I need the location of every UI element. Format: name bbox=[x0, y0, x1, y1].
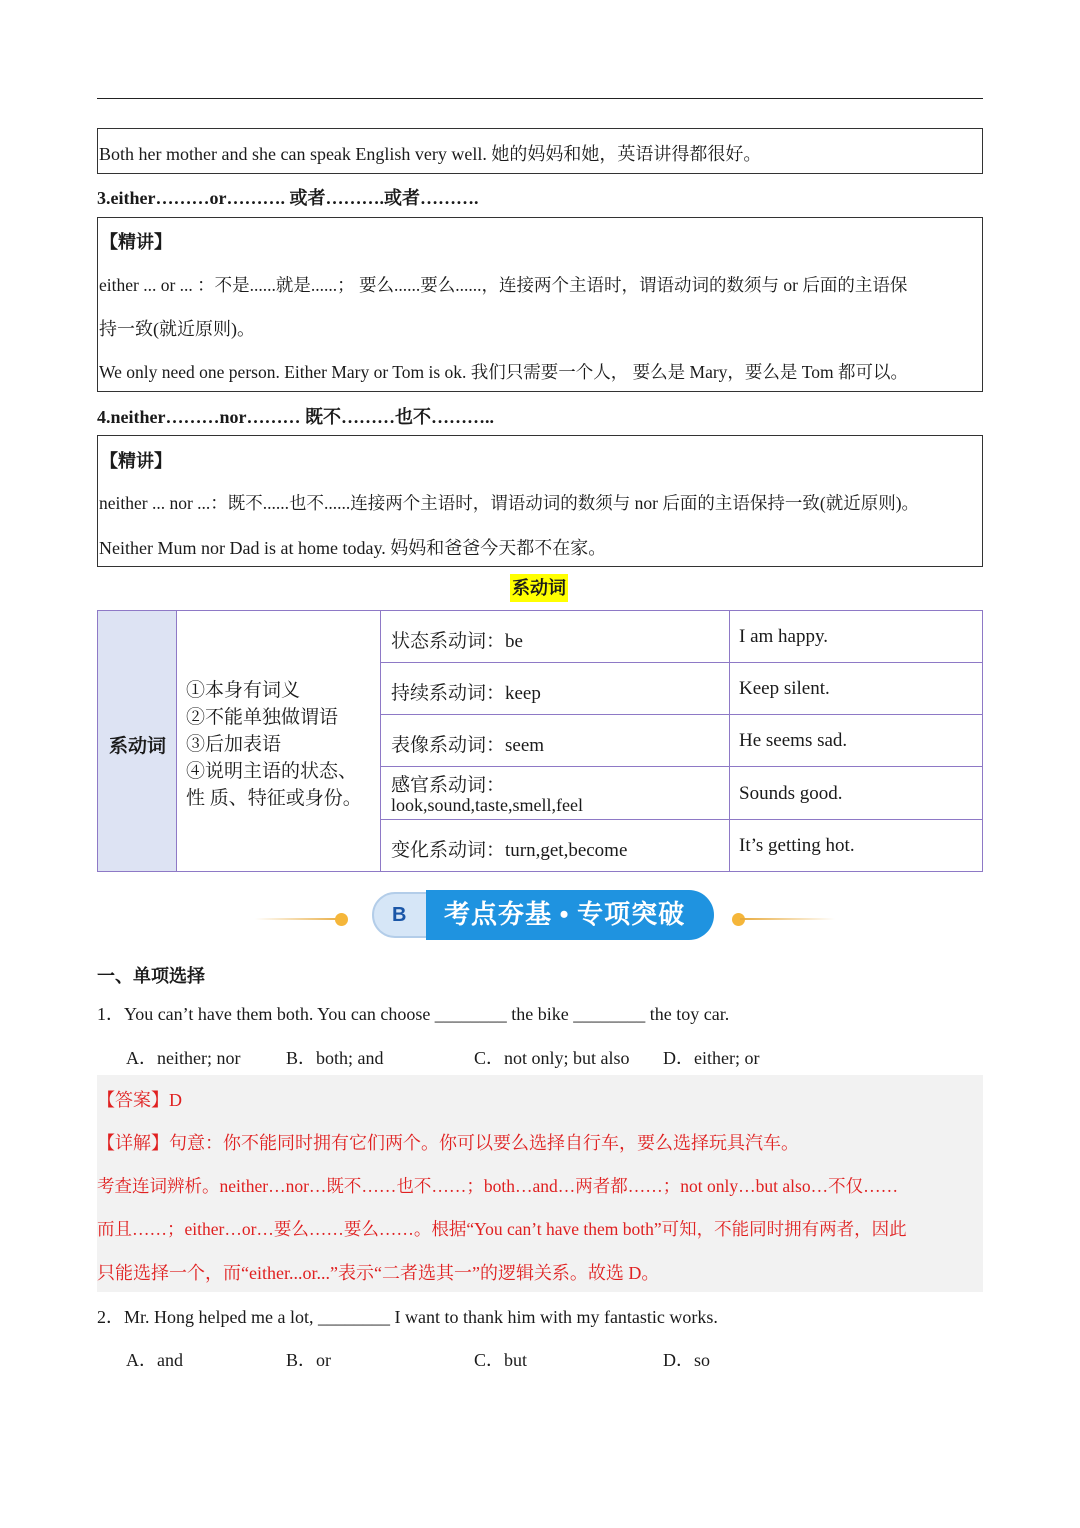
answer-label: 【答案】D bbox=[97, 1090, 182, 1110]
verb-type: 表像系动词：seem bbox=[391, 735, 545, 756]
verb-type: 持续系动词：keep bbox=[391, 683, 541, 704]
question-1-option-b: B．both; and bbox=[286, 1048, 384, 1068]
question-1-option-d: D．either; or bbox=[663, 1048, 760, 1068]
question-2-stem: 2．Mr. Hong helped me a lot, ________ I want to thank him with my fantastic works. bbox=[97, 1307, 718, 1327]
table-cell-type bbox=[380, 662, 730, 715]
table-row-header: 系动词 bbox=[109, 736, 167, 757]
explanation-box-neither-nor bbox=[97, 435, 983, 567]
feature-item: ④说明主语的状态、 bbox=[186, 761, 358, 782]
table-cell-type bbox=[380, 766, 730, 820]
feature-item: ③后加表语 bbox=[186, 734, 282, 755]
question-1-option-a: A．neither; nor bbox=[126, 1048, 241, 1068]
verb-example: Keep silent. bbox=[739, 678, 830, 699]
explanation-line: neither ... nor ...：既不......也不......连接两个主语时，谓语动词的数须与 nor 后面的主语保持一致(就近原则)。 bbox=[99, 493, 920, 513]
explanation-box-either-or bbox=[97, 217, 983, 392]
exercise-section-title: 一、单项选择 bbox=[97, 966, 205, 986]
verb-type: 变化系动词：turn,get,become bbox=[391, 840, 628, 861]
features-cell bbox=[176, 610, 381, 872]
verb-example: Sounds good. bbox=[739, 783, 843, 804]
banner-dot-left bbox=[335, 913, 348, 926]
example-sentence: We only need one person. Either Mary or Tom is ok. 我们只需要一个人， 要么是 Mary，要么是 Tom 都可以。 bbox=[99, 362, 908, 382]
explanation-line: 持一致(就近原则)。 bbox=[99, 319, 255, 339]
table-cell-example bbox=[729, 662, 983, 715]
question-1-option-c: C．not only; but also bbox=[474, 1048, 630, 1068]
feature-item: ②不能单独做谓语 bbox=[186, 707, 339, 728]
verb-example: He seems sad. bbox=[739, 730, 848, 751]
explanation-line: 【详解】句意：你不能同时拥有它们两个。你可以要么选择自行车，要么选择玩具汽车。 bbox=[97, 1133, 799, 1153]
feature-item: 性 质、特征或身份。 bbox=[186, 788, 362, 809]
header-rule bbox=[97, 98, 983, 99]
table-cell-example bbox=[729, 610, 983, 663]
verb-example: I am happy. bbox=[739, 626, 828, 647]
explanation-line: 而且……；either…or…要么……要么……。根据“You can’t have them both”可知，不能同时拥有两者，因此 bbox=[97, 1219, 907, 1239]
question-1-stem: 1．You can’t have them both. You can choose ________ the bike ________ the toy car. bbox=[97, 1004, 730, 1024]
banner-decor-line-left bbox=[255, 918, 345, 920]
banner-title: 考点夯基 • 专项突破 bbox=[426, 890, 714, 940]
question-2-option-c: C．but bbox=[474, 1350, 528, 1370]
question-2-option-b: B．or bbox=[286, 1350, 331, 1370]
explanation-line: 考查连词辨析。neither…nor…既不……也不……；both…and…两者都……；not only…but also…不仅…… bbox=[97, 1176, 899, 1196]
table-row-header-cell bbox=[97, 610, 177, 872]
banner-decor-line-right bbox=[740, 918, 835, 920]
table-cell-type bbox=[380, 610, 730, 663]
explanation-line: 只能选择一个，而“either...or...”表示“二者选其一”的逻辑关系。故选 D。 bbox=[97, 1263, 660, 1283]
verb-type: 感官系动词： bbox=[391, 775, 506, 796]
explanation-tag: 【精讲】 bbox=[100, 232, 172, 252]
verb-type: 状态系动词：be bbox=[391, 631, 523, 652]
table-cell-type bbox=[380, 819, 730, 872]
table-cell-type bbox=[380, 714, 730, 767]
example-sentence: Both her mother and she can speak English very well. 她的妈妈和她，英语讲得都很好。 bbox=[99, 144, 762, 164]
linking-verbs-title: 系动词 bbox=[510, 574, 568, 602]
table-cell-example bbox=[729, 819, 983, 872]
feature-item: ①本身有词义 bbox=[186, 680, 301, 701]
verb-example: It’s getting hot. bbox=[739, 835, 855, 856]
table-cell-example bbox=[729, 766, 983, 820]
table-cell-example bbox=[729, 714, 983, 767]
example-sentence: Neither Mum nor Dad is at home today. 妈妈和爸爸今天都不在家。 bbox=[99, 538, 607, 558]
verb-list: look,sound,taste,smell,feel bbox=[391, 795, 583, 815]
section-heading-either-or: 3.either………or………. 或者……….或者………. bbox=[97, 188, 479, 208]
section-heading-neither-nor: 4.neither………nor……… 既不………也不……….. bbox=[97, 407, 494, 427]
banner-letter-badge: B bbox=[372, 892, 432, 938]
explanation-line: either ... or ... ：不是......就是......； 要么......要么......，连接两个主语时，谓语动词的数须与 or 后面的主语保 bbox=[99, 275, 908, 295]
question-2-option-a: A．and bbox=[126, 1350, 183, 1370]
linking-verbs-table bbox=[97, 610, 983, 872]
example-box-both bbox=[97, 128, 983, 174]
explanation-tag: 【精讲】 bbox=[100, 451, 172, 471]
question-2-option-d: D．so bbox=[663, 1350, 711, 1370]
